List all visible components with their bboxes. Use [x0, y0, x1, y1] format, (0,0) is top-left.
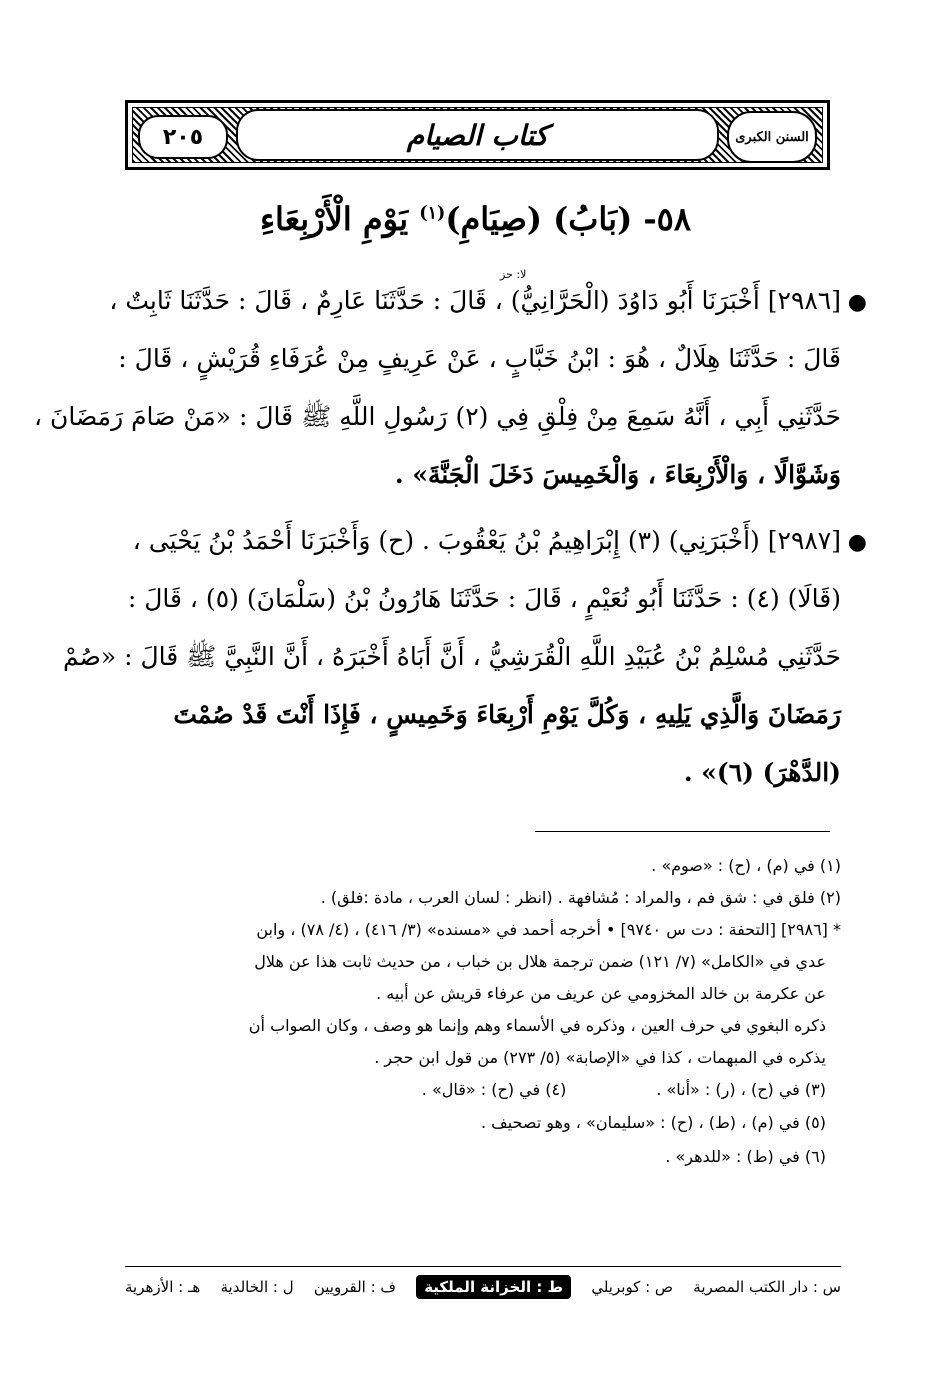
chapter-title — [120, 200, 831, 238]
chapter-title-tail: يَوْمِ الْأَرْبِعَاءِ — [259, 200, 409, 238]
footnote-6: (٦) في (ط) : «للدهر» . — [665, 1147, 826, 1166]
running-header — [125, 100, 830, 170]
book-title: كتاب الصيام — [406, 118, 549, 152]
takhrij-line: عن عكرمة بن خالد المخزومي عن عريف من عرفاء قريش عن أبيه . — [376, 984, 826, 1003]
footnote-row — [118, 1074, 841, 1106]
hadith-line: حَدَّثَنِي أَبِي ، أَنَّهُ سَمِعَ مِنْ فِلْقِ فِي (٢) رَسُولِ اللَّهِ ﷺ قَالَ : «مَنْ صَامَ رَمَضَانَ ، — [34, 402, 841, 431]
hadith-line: رَمَضَانَ وَالَّذِي يَلِيهِ ، وَكُلَّ يَوْمِ أَرْبِعَاءَ وَخَمِيسٍ ، فَإِذَا أَنْتَ قَدْ صُمْتَ — [173, 700, 841, 729]
hadith-line: حَدَّثَنِي مُسْلِمُ بْنُ عُبَيْدِ اللَّهِ الْقُرَشِيُّ ، أَنَّ أَبَاهُ أَخْبَرَهُ ، أَنَّ النَّبِيَّ ﷺ قَالَ : «صُمْ — [62, 642, 841, 671]
bullet-icon: ● — [847, 530, 867, 555]
takhrij-line: يذكره في المبهمات ، كذا في «الإصابة» (٥/ ٢٧٣) من قول ابن حجر . — [374, 1048, 826, 1067]
chapter-footnote-ref: (١) — [419, 202, 446, 224]
legend-ha: هـ : الأزهرية — [125, 1278, 201, 1296]
footnote-3: (٣) في (ح) ، (ر) : «أنا» . — [656, 1080, 826, 1099]
header-title-cartouche — [236, 109, 719, 161]
chapter-title-text: ٥٨- (بَابُ) (صِيَامِ) — [445, 200, 692, 238]
hadith-line: قَالَ : حَدَّثَنَا هِلَالٌ ، هُوَ : ابْنُ خَبَّابٍ ، عَنْ عَرِيفٍ مِنْ عُرَفَاءِ قُرَيْشٍ ، قَالَ : — [118, 344, 841, 373]
footnote-separator — [535, 831, 830, 832]
legend-fa: ف : القرويين — [313, 1278, 396, 1296]
bullet-icon: ● — [847, 290, 867, 315]
margin-note: لا: حز — [500, 268, 527, 281]
footnote-5: (٥) في (م) ، (ط) ، (ح) : «سليمان» ، وهو تصحيف . — [480, 1113, 826, 1132]
hadith-2986 — [34, 272, 867, 504]
hadith-line: [٢٩٨٦] أَخْبَرَنَا أَبُو دَاوُدَ (الْحَرَّانِيُّ) ، قَالَ : حَدَّثَنَا عَارِمٌ ، قَالَ : حَدَّثَنَا ثَابِتٌ ، — [109, 286, 841, 315]
manuscript-legend — [125, 1272, 841, 1302]
hadith-line: وَشَوَّالًا ، وَالْأَرْبِعَاءَ ، وَالْخَمِيسَ دَخَلَ الْجَنَّةَ» . — [394, 460, 841, 489]
footnotes — [118, 850, 841, 1174]
takhrij-2986: * [٢٩٨٦] [التحفة : دت س ٩٧٤٠] • أخرجه أحمد في «مسنده» (٣/ ٤١٦) ، (٤/ ٧٨) ، وابن — [256, 920, 841, 939]
book-emblem: السنن الكبرى — [727, 111, 817, 163]
legend-rule — [125, 1266, 841, 1267]
hadith-2987 — [62, 512, 867, 802]
takhrij-line: عدي في «الكامل» (٧/ ١٢١) ضمن ترجمة هلال بن خباب ، من حديث ثابت هذا عن هلال — [254, 952, 826, 971]
legend-sad: ص : كوبريلي — [591, 1278, 674, 1296]
legend-s: س : دار الكتب المصرية — [693, 1278, 841, 1296]
legend-ta: ط : الخزانة الملكية — [416, 1275, 571, 1299]
footnote-4: (٤) في (ح) : «قال» . — [421, 1080, 567, 1099]
hadith-line: (الدَّهْرَ) (٦)» . — [683, 758, 841, 787]
takhrij-line: ذكره البغوي في حرف العين ، وذكره في الأسماء وهم وإنما هو وصف ، وكان الصواب أن — [248, 1016, 826, 1035]
footnote-1: (١) في (م) ، (ح) : «صوم» . — [651, 856, 841, 875]
hadith-line: (قَالَا) (٤) : حَدَّثَنَا أَبُو نُعَيْمٍ ، قَالَ : حَدَّثَنَا هَارُونُ بْنُ (سَلْمَانَ) (٥) ، قَالَ : — [127, 584, 841, 613]
legend-lam: ل : الخالدية — [220, 1278, 294, 1296]
footnote-2: (٢) فلق في : شق فم ، والمراد : مُشافهة . (انظر : لسان العرب ، مادة :فلق) . — [320, 888, 841, 907]
page-number: ٢٠٥ — [138, 115, 228, 159]
hadith-line: [٢٩٨٧] (أَخْبَرَنِي) (٣) إِبْرَاهِيمُ بْنُ يَعْقُوبَ . (ح) وَأَخْبَرَنَا أَحْمَدُ بْنُ يَحْيَى ، — [132, 526, 841, 555]
